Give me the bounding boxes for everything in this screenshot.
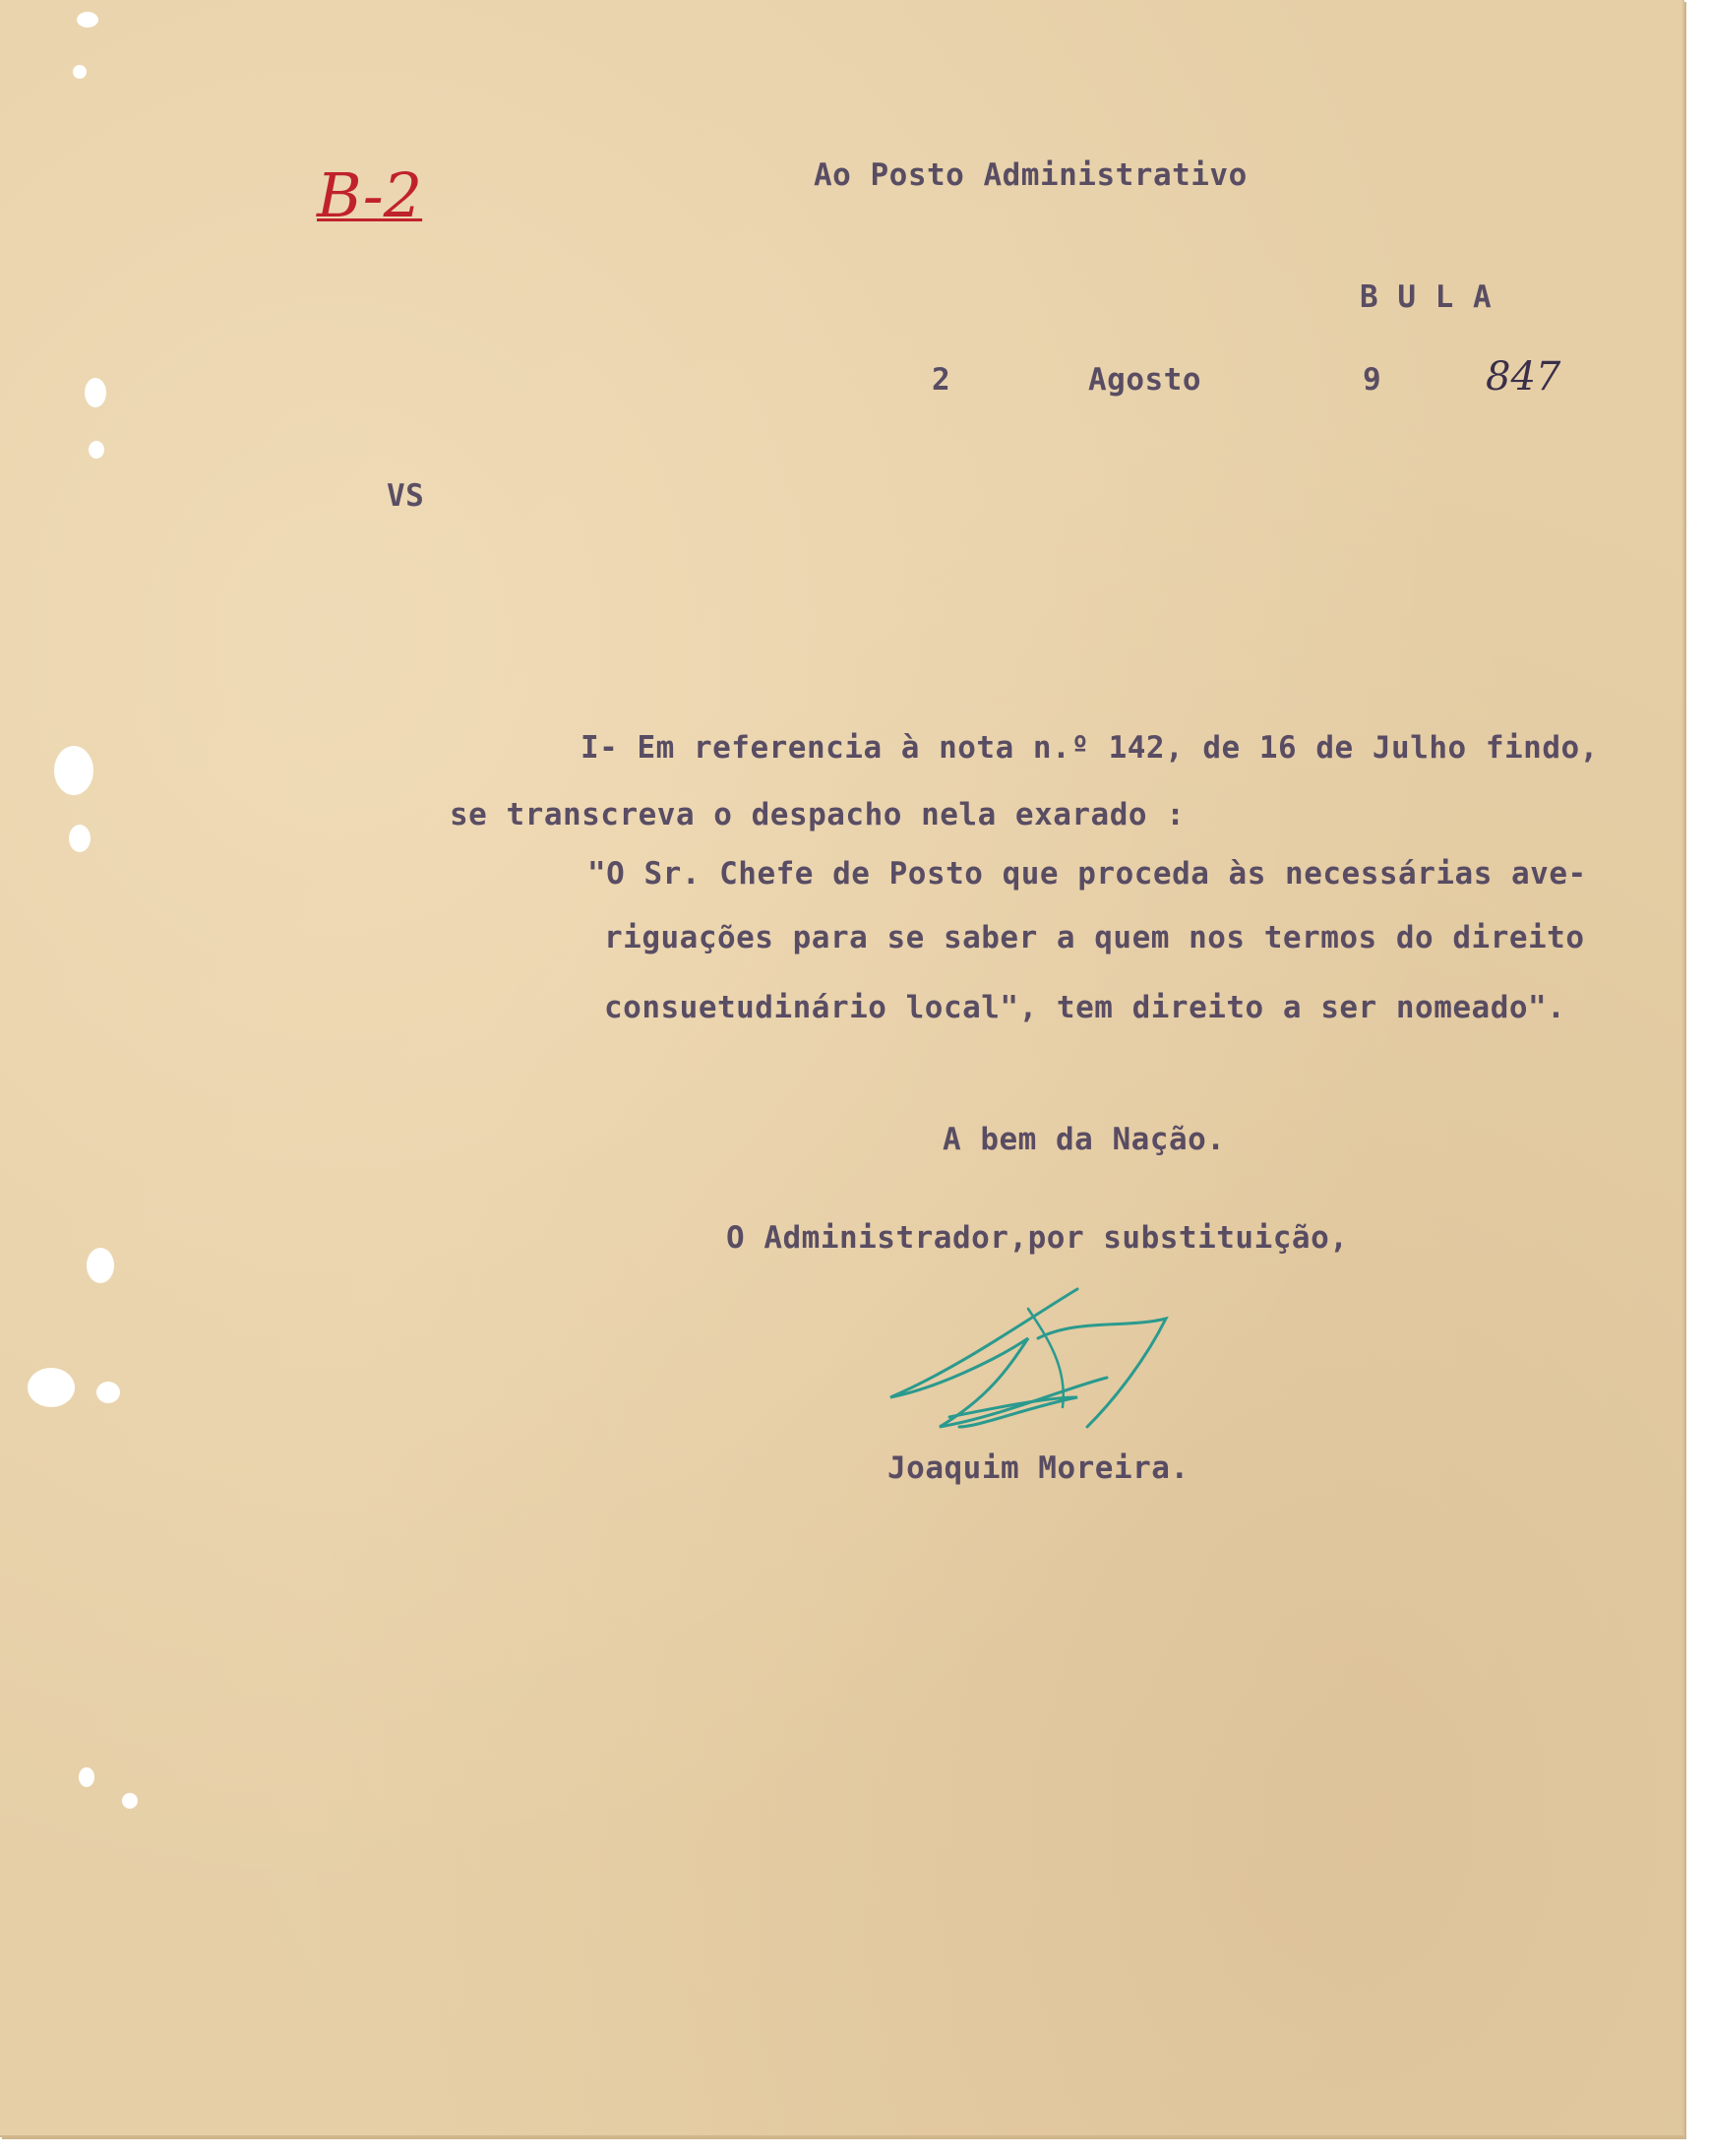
punch-hole — [87, 1248, 114, 1283]
signatory-name: Joaquim Moreira. — [887, 1450, 1190, 1486]
body-line-5: consuetudinário local", tem direito a ser nomeado". — [604, 990, 1566, 1025]
punch-hole — [122, 1793, 138, 1809]
signatory-title: O Administrador,por substituição, — [726, 1220, 1349, 1256]
punch-hole — [77, 12, 98, 28]
body-line-1: I- Em referencia à nota n.º 142, de 16 de Julho findo, — [580, 730, 1599, 766]
punch-hole — [85, 378, 106, 407]
punch-hole — [89, 441, 104, 459]
closing-salutation: A bem da Nação. — [943, 1122, 1226, 1157]
date-year-handwritten: 847 — [1486, 354, 1561, 400]
date-month: Agosto — [1088, 362, 1201, 398]
punch-hole — [69, 825, 91, 852]
punch-hole — [96, 1382, 120, 1403]
reference-code: VS — [387, 478, 425, 514]
punch-hole — [54, 746, 93, 795]
punch-hole — [79, 1767, 94, 1787]
date-year-typed: 9 — [1363, 362, 1382, 398]
punch-hole — [73, 65, 87, 79]
body-line-4: riguações para se saber a quem nos termos do direito — [604, 920, 1585, 955]
handwritten-signature — [881, 1279, 1186, 1447]
body-line-2: se transcreva o despacho nela exarado : — [450, 797, 1186, 832]
archive-mark: B-2 — [317, 159, 423, 231]
punch-hole — [28, 1368, 75, 1407]
recipient-place: B U L A — [1360, 279, 1493, 315]
recipient-line: Ao Posto Administrativo — [814, 157, 1248, 193]
body-line-3: "O Sr. Chefe de Posto que proceda às necessárias ave- — [587, 856, 1587, 892]
date-day: 2 — [932, 362, 951, 398]
